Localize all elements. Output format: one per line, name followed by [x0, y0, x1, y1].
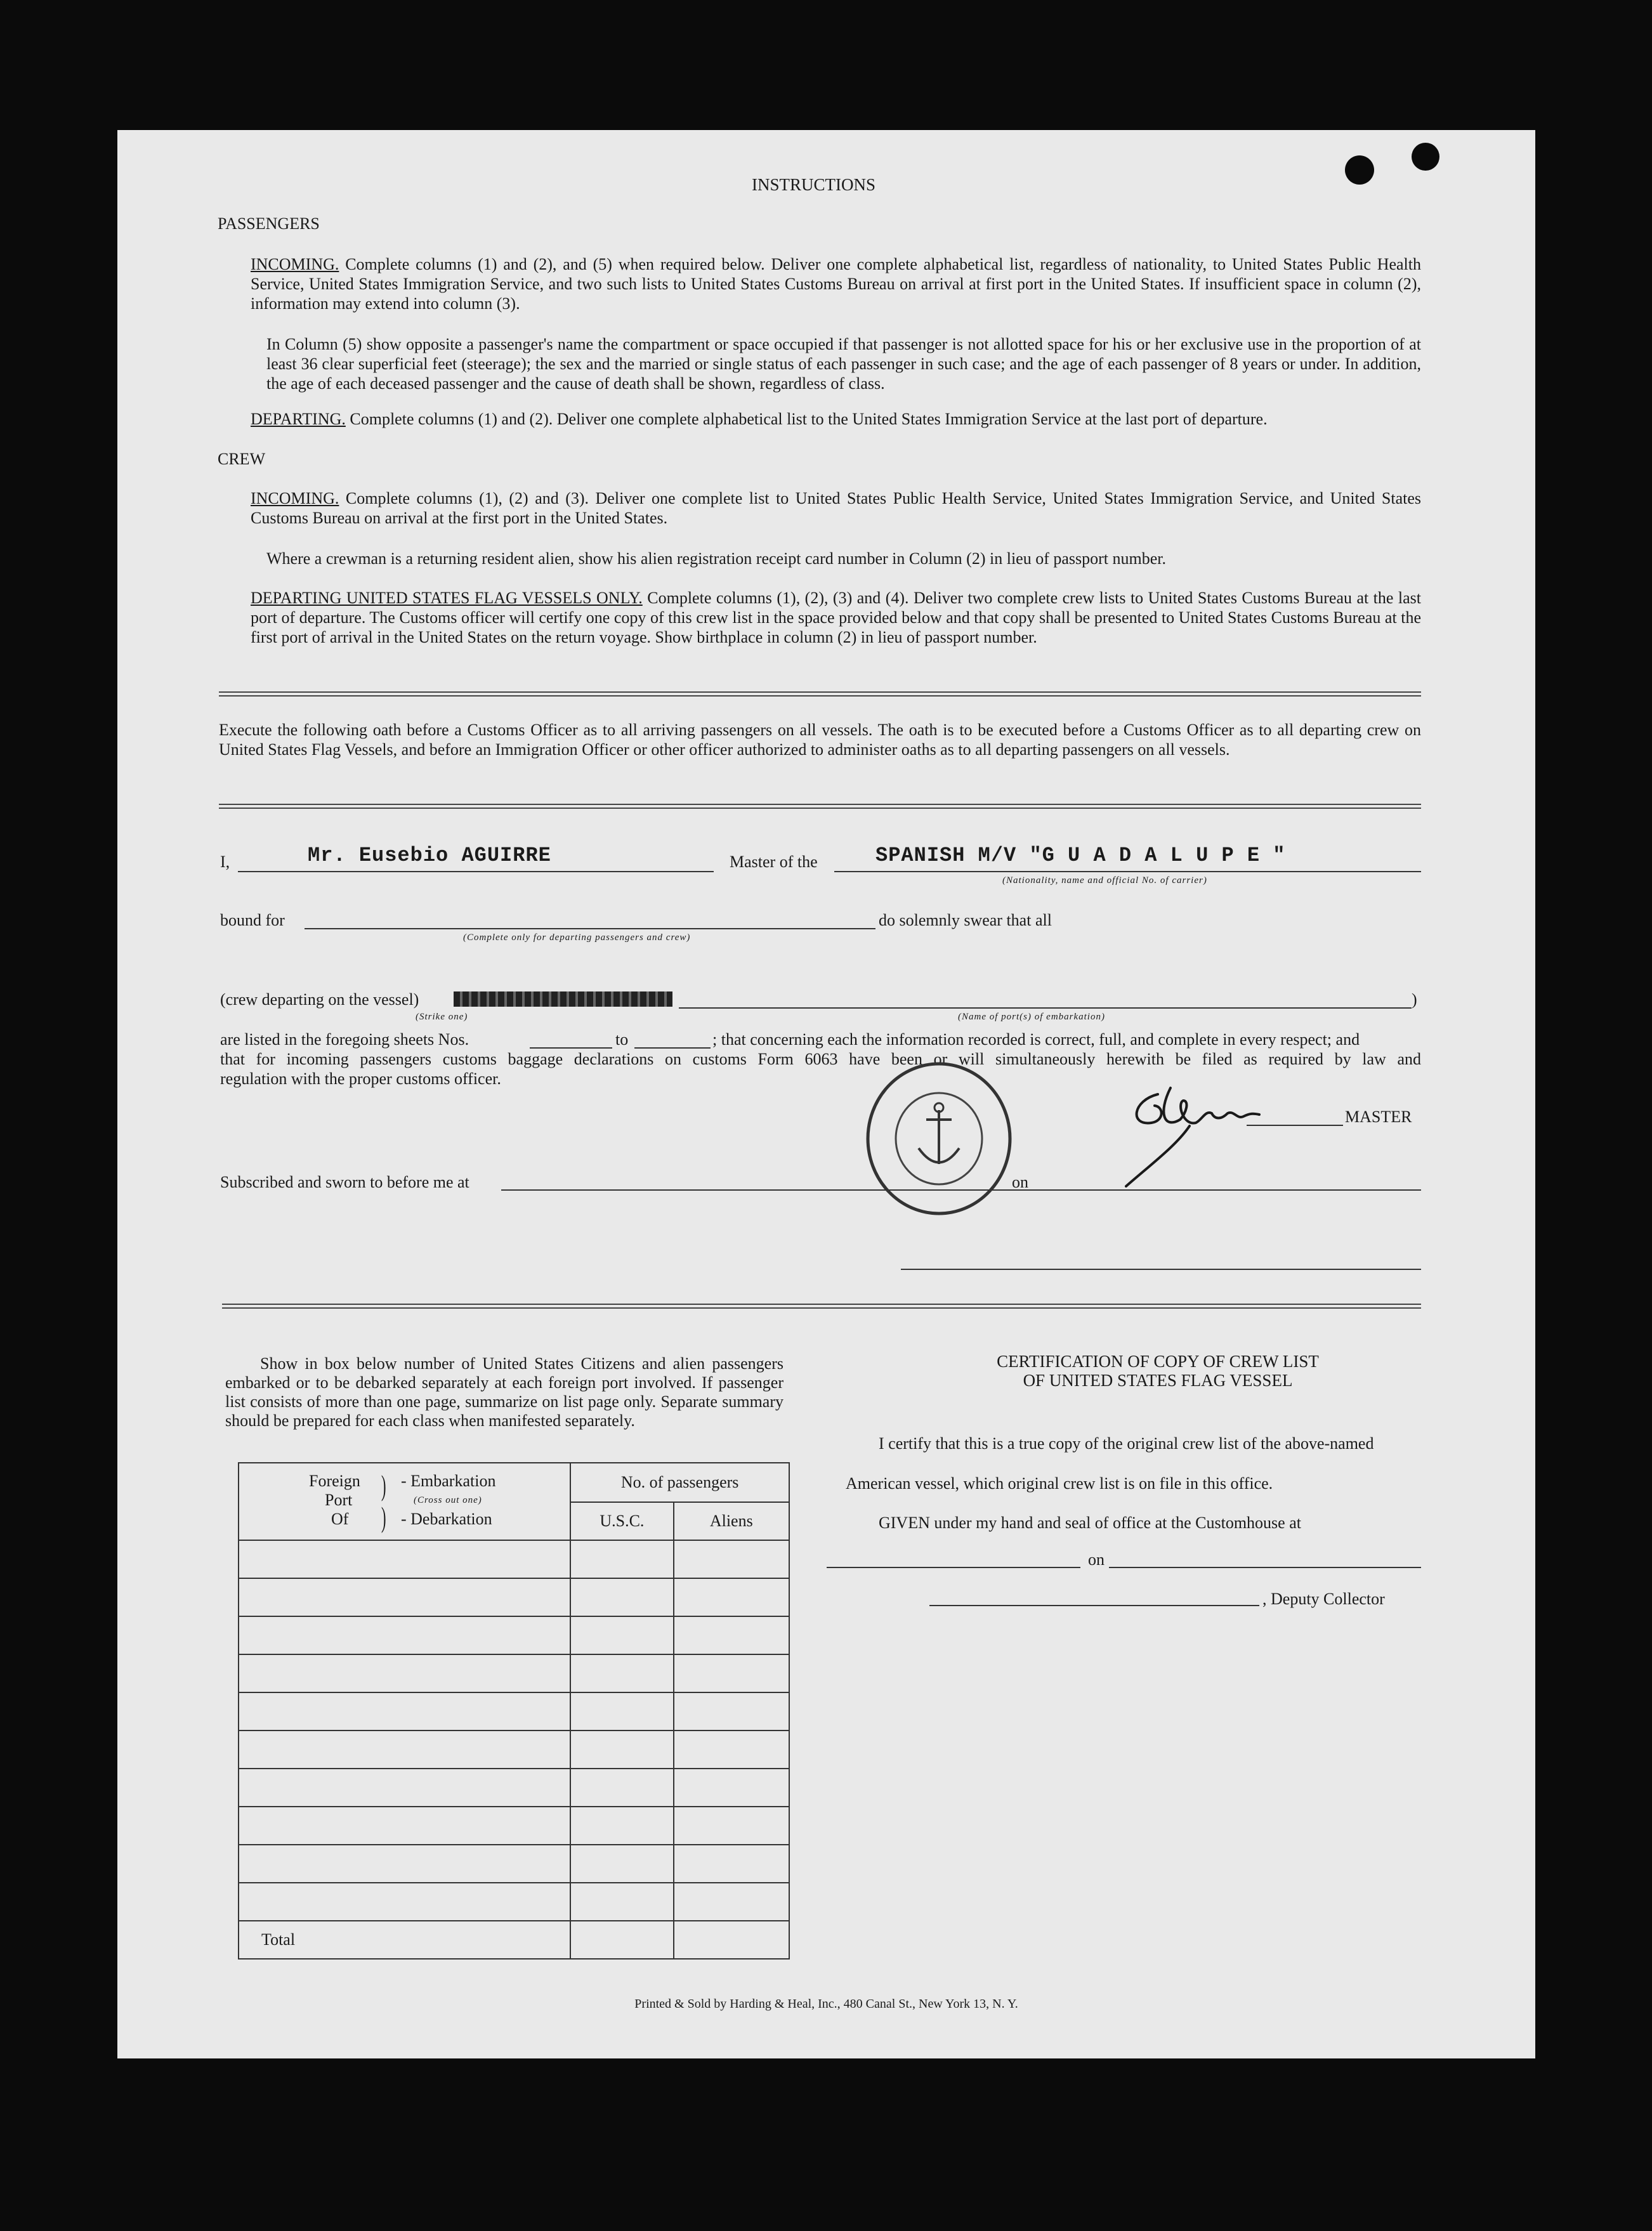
table-row [239, 1578, 789, 1616]
summary-instructions: Show in box below number of United States Citizens and alien passengers embarked or to be debarked separately at each foreign port involved. If passenger list consists of more than one page, summarize on list page only. Separate summary should be prepared for each class when manifested separately. [225, 1354, 783, 1430]
printer-footer: Printed & Sold by Harding & Heal, Inc., 480 Canal St., New York 13, N. Y. [634, 1997, 1018, 2011]
passengers-incoming-label: INCOMING. [251, 255, 339, 273]
table-row [239, 1692, 789, 1730]
table-cell[interactable] [674, 1845, 789, 1883]
listed-text-4: regulation with the proper customs officer. [220, 1070, 501, 1088]
table-cell[interactable] [239, 1654, 570, 1692]
crew-departing-text: Complete columns (1), (2), (3) and (4). Deliver two complete crew lists to United States Customs Bureau at the last port of departure. The Customs officer will certify one copy of this crew list in the space provided below and that copy shall be presented to United States Customs Bureau at the first port of arrival in the United States on the return voyage. Show birthplace in column (2) in lieu of passport number. [251, 589, 1422, 646]
master-name: Mr. Eusebio AGUIRRE [308, 844, 551, 867]
crew-incoming-paragraph [251, 488, 1421, 528]
customhouse-line [827, 1567, 1080, 1568]
listed-text-1: are listed in the foregoing sheets Nos. [220, 1030, 469, 1049]
table-cell[interactable] [674, 1807, 789, 1845]
oath-i-label: I, [220, 853, 230, 871]
passengers-departing-paragraph [251, 409, 1421, 429]
bound-for-caption: (Complete only for departing passengers and crew) [463, 932, 691, 943]
table-row [239, 1845, 789, 1883]
table-cell[interactable] [239, 1540, 570, 1578]
table-row [239, 1654, 789, 1692]
vessel-name: SPANISH M/V "G U A D A L U P E " [875, 844, 1286, 867]
subscribed-place-line [501, 1189, 1034, 1191]
col-port: Port [325, 1491, 353, 1509]
passengers-departing-text: Complete columns (1) and (2). Deliver one complete alphabetical list to the United States Immigration Service at the last port of departure. [350, 410, 1268, 428]
bound-for-label: bound for [220, 911, 285, 929]
table-cell[interactable] [570, 1883, 673, 1921]
col-cross: (Cross out one) [414, 1495, 482, 1505]
table-cell[interactable] [570, 1807, 673, 1845]
table-cell[interactable] [239, 1845, 570, 1883]
table-row [239, 1807, 789, 1845]
swear-label: do solemnly swear that all [879, 911, 1052, 929]
instructions-title: INSTRUCTIONS [752, 175, 876, 194]
ports-line [679, 1007, 1412, 1009]
table-cell[interactable] [239, 1883, 570, 1921]
bound-for-line [305, 928, 875, 929]
crew-heading: CREW [218, 450, 266, 468]
passengers-incoming-paragraph [251, 254, 1421, 313]
table-row [239, 1883, 789, 1921]
total-usc-cell[interactable] [570, 1921, 673, 1959]
certification-line-3: GIVEN under my hand and seal of office at the Customhouse at [879, 1514, 1301, 1532]
brace-icon: ) [381, 1501, 386, 1533]
col-of: Of [331, 1510, 349, 1528]
table-cell[interactable] [570, 1578, 673, 1616]
col-aliens: Aliens [674, 1502, 789, 1540]
crew-resident-paragraph: Where a crewman is a returning resident alien, show his alien registration receipt card number in Column (2) in lieu of passport number. [266, 549, 1167, 568]
table-cell[interactable] [674, 1883, 789, 1921]
subscribed-date-line [1034, 1189, 1421, 1191]
divider [222, 1304, 1421, 1309]
col-embarkation: - Embarkation [401, 1472, 496, 1490]
deputy-collector-label: , Deputy Collector [1262, 1590, 1385, 1608]
table-cell[interactable] [239, 1769, 570, 1807]
master-signature [1120, 1075, 1323, 1189]
table-cell[interactable] [239, 1692, 570, 1730]
struck-out-text [454, 991, 672, 1007]
sheets-from-line [530, 1047, 612, 1049]
table-cell[interactable] [570, 1654, 673, 1692]
table-row [239, 1616, 789, 1654]
table-row [239, 1730, 789, 1769]
master-name-line [238, 871, 714, 872]
certification-title-1: CERTIFICATION OF COPY OF CREW LIST [997, 1352, 1319, 1371]
total-label: Total [239, 1921, 570, 1959]
col-debarkation: - Debarkation [401, 1510, 492, 1528]
punch-hole [1412, 143, 1439, 171]
ports-caption: (Name of port(s) of embarkation) [958, 1012, 1105, 1022]
foreign-port-header [239, 1463, 570, 1540]
total-row [239, 1921, 789, 1959]
certification-on-label: on [1088, 1550, 1105, 1569]
passengers-departing-label: DEPARTING. [251, 410, 346, 428]
table-cell[interactable] [674, 1769, 789, 1807]
master-of-label: Master of the [730, 853, 818, 871]
table-cell[interactable] [239, 1730, 570, 1769]
table-cell[interactable] [570, 1769, 673, 1807]
passengers-incoming-text: Complete columns (1) and (2), and (5) when required below. Deliver one complete alphabetical list, regardless of nationality, to United States Public Health Service, United States Immigration Service, and two such lists to United States Customs Bureau on arrival at first port in the United States. If insufficient space in column (2), information may extend into column (3). [251, 255, 1421, 313]
sheets-to-line [634, 1047, 711, 1049]
crew-departing-paragraph [251, 588, 1421, 647]
table-cell[interactable] [674, 1654, 789, 1692]
certification-title-2: OF UNITED STATES FLAG VESSEL [1023, 1371, 1293, 1390]
divider [219, 691, 1421, 697]
table-cell[interactable] [570, 1540, 673, 1578]
vessel-caption: (Nationality, name and official No. of carrier) [1002, 875, 1207, 886]
table-cell[interactable] [239, 1616, 570, 1654]
col-usc: U.S.C. [570, 1502, 673, 1540]
oath-intro: Execute the following oath before a Customs Officer as to all arriving passengers on all vessels. The oath is to be executed before a Customs Officer as to all departing crew on United States Flag Vessels, and before an Immigration Officer or other officer authorized to administer oaths as to all departing passengers on all vessels. [219, 721, 1421, 759]
passengers-column5-paragraph: In Column (5) show opposite a passenger's name the compartment or space occupied if that passenger is not allotted space for his or her exclusive use in the proportion of at least 36 clear superficial feet (steerage); the sex and the married or single status of each passenger in such case; and the age of each passenger of 8 years or under. In addition, the age of each deceased passenger and the cause of death shall be shown, regardless of class. [266, 335, 1421, 393]
crew-incoming-label: INCOMING. [251, 489, 339, 507]
ship-seal-stamp [863, 1059, 1015, 1218]
brace-icon: ) [381, 1469, 386, 1502]
document-page [117, 130, 1535, 2058]
table-cell[interactable] [674, 1730, 789, 1769]
deputy-signature-line [929, 1605, 1259, 1606]
table-cell[interactable] [239, 1578, 570, 1616]
certification-line-2: American vessel, which original crew list is on file in this office. [846, 1474, 1273, 1493]
table-header-row [239, 1463, 789, 1502]
crew-departing-label: DEPARTING UNITED STATES FLAG VESSELS ONLY. [251, 589, 643, 607]
strike-caption: (Strike one) [416, 1012, 468, 1022]
subscribed-label: Subscribed and sworn to before me at [220, 1173, 469, 1191]
vessel-line [834, 871, 1421, 872]
col-foreign: Foreign [309, 1472, 360, 1490]
total-aliens-cell[interactable] [674, 1921, 789, 1959]
table-cell[interactable] [674, 1540, 789, 1578]
certification-date-line [1109, 1567, 1421, 1568]
close-paren: ) [1412, 990, 1417, 1009]
table-cell[interactable] [570, 1692, 673, 1730]
subscribed-on-label: on [1012, 1173, 1028, 1191]
crew-departing-oath-label: (crew departing on the vessel) [220, 990, 419, 1009]
table-cell[interactable] [239, 1807, 570, 1845]
passenger-summary-table [238, 1462, 790, 1959]
table-cell[interactable] [570, 1845, 673, 1883]
table-cell[interactable] [674, 1616, 789, 1654]
table-cell[interactable] [674, 1692, 789, 1730]
certification-line-1: I certify that this is a true copy of the original crew list of the above-named [879, 1434, 1374, 1453]
crew-incoming-text: Complete columns (1), (2) and (3). Deliver one complete list to United States Public Health Service, United States Immigration Service, and United States Customs Bureau on arrival at the first port in the United States. [251, 489, 1422, 527]
col-passengers: No. of passengers [570, 1463, 789, 1502]
master-signature-line [1247, 1125, 1343, 1126]
table-row [239, 1769, 789, 1807]
table-row [239, 1540, 789, 1578]
to-label: to [615, 1030, 629, 1049]
punch-hole [1345, 155, 1374, 185]
table-cell[interactable] [570, 1616, 673, 1654]
table-cell[interactable] [570, 1730, 673, 1769]
listed-text-3: that for incoming passengers customs baggage declarations on customs Form 6063 have been or will simultaneously herewith be filed as required by law and [220, 1050, 1421, 1068]
passengers-heading: PASSENGERS [218, 214, 320, 233]
table-cell[interactable] [674, 1578, 789, 1616]
listed-text-2: ; that concerning each the information recorded is correct, full, and complete in every respect; and [712, 1030, 1360, 1049]
divider [219, 804, 1421, 809]
officer-signature-line [901, 1269, 1421, 1270]
master-label: MASTER [1345, 1108, 1412, 1126]
